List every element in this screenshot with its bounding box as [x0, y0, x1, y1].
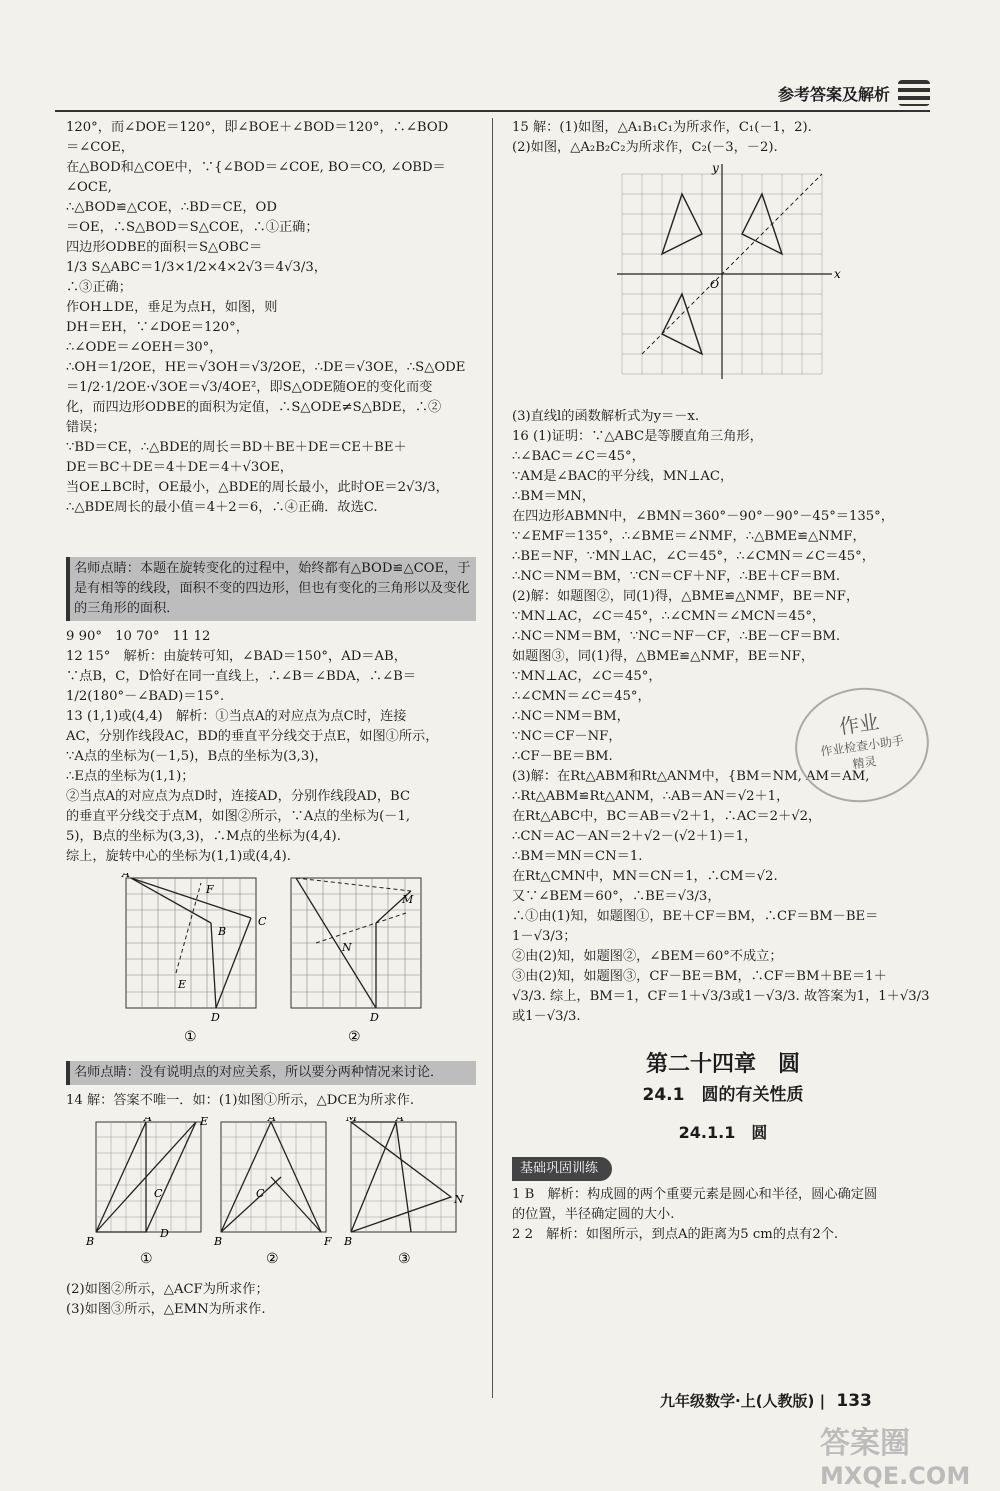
right-column-2-line-17: ∴CF－BE＝BM.	[512, 749, 613, 764]
right-column-2-line-30: 或1－√3/3.	[512, 1009, 581, 1024]
right-column-line-1: (2)如图，△A₂B₂C₂为所求作，C₂(－3，－2).	[512, 140, 778, 155]
left-column-2-line-7: ∴E点的坐标为(1,1)；	[66, 769, 195, 784]
left-column-line-11: ∴OH＝1/2OE，HE＝√3OH＝√3/2OE，∴DE＝√3OE，∴S△ODE	[66, 360, 466, 375]
right-column-2-line-25: ∴①由(1)知，如题图①，BE＋CF＝BM，∴CF＝BM－BE＝	[512, 909, 879, 924]
fig13-caption-1: ①	[184, 1029, 197, 1045]
origin-label: O	[710, 278, 720, 291]
right-column-2-line-28: ③由(2)知，如题图③，CF－BE＝BM，∴CF＝BM＋BE＝1＋	[512, 969, 887, 984]
left-column-line-3: ∴△BOD≌△COE，∴BD＝CE，OD	[66, 200, 277, 215]
subsection-title: 24.1.1 圆	[678, 1123, 768, 1142]
right-column-2-line-20: 在Rt△ABC中，BC＝AB＝√2＋1，∴AC＝2＋√2，	[512, 809, 822, 824]
watermark-bottom: MXQE.COM	[820, 1462, 971, 1490]
left-column-line-18: ∴△BDE周长的最小值＝4＋2＝6，∴④正确．故选C.	[66, 500, 378, 515]
figure-13-grids	[66, 873, 466, 1048]
left-column-2-line-11: 综上，旋转中心的坐标为(1,1)或(4,4).	[66, 849, 291, 864]
left-column-4-line-1: (3)如图③所示，△EMN为所求作.	[66, 1302, 266, 1317]
fig14-label-A3: A	[396, 1117, 404, 1124]
fig14-label-A: A	[144, 1117, 152, 1124]
fig13-label-M: M	[402, 893, 414, 906]
fig14-label-B3: B	[344, 1235, 353, 1248]
right-column-2-line-22: ∴BM＝MN＝CN＝1.	[512, 849, 643, 864]
left-column-line-8: 作OH⊥DE，垂足为点H，如图，则	[66, 300, 278, 315]
right-column-2-line-5: 在四边形ABMN中，∠BMN＝360°－90°－90°－45°＝135°，	[512, 509, 894, 524]
right-column-2-line-7: ∴BE＝NF，∵MN⊥AC，∠C＝45°，∴∠CMN＝∠C＝45°，	[512, 549, 875, 564]
left-column-2-line-6: ∵A点的坐标为(－1,5)，B点的坐标为(3,3)，	[66, 749, 328, 764]
fig14-label-C2: C	[256, 1187, 265, 1200]
left-column-line-2: 在△BOD和△COE中，∵{∠BOD＝∠COE, BO＝CO, ∠OBD＝∠OCE,	[66, 160, 446, 195]
stamp-top-text: 作业	[837, 709, 881, 739]
fig14-label-A2: A	[268, 1117, 276, 1124]
right-column-2-line-23: 在Rt△CMN中，MN＝CN＝1，∴CM＝√2.	[512, 869, 778, 884]
note-box-2: 名师点睛：没有说明点的对应关系，所以要分两种情况来讨论．	[66, 1061, 476, 1085]
right-text-block-3	[512, 1185, 934, 1245]
right-column-2-line-4: ∴BM＝MN，	[512, 489, 596, 504]
right-column-2-line-0: (3)直线l的函数解析式为y＝－x.	[512, 409, 700, 424]
page-number: 133	[836, 1391, 872, 1411]
figure-14	[66, 1117, 476, 1274]
fig14-caption-3: ③	[398, 1251, 411, 1267]
right-column-2-line-8: ∴NC＝NM＝BM，∵CN＝CF＋NF，∴BE＋CF＝BM.	[512, 569, 841, 584]
left-column-2-line-3: 1/2(180°－∠BAD)＝15°.	[66, 689, 225, 704]
fig13-label-D: D	[211, 1011, 220, 1024]
x-axis-label: x	[834, 267, 841, 281]
right-column-line-0: 15 解：(1)如图，△A₁B₁C₁为所求作，C₁(－1，2).	[512, 120, 812, 135]
stamp-bottom-text: 精灵	[851, 754, 878, 772]
header-logo-icon	[898, 80, 930, 106]
stamp-middle-text: 作业检查小助手	[819, 733, 905, 759]
footer-book-title: 九年级数学·上(人教版)	[660, 1392, 815, 1410]
left-column-2-line-1: 12 15° 解析：由旋转可知，∠BAD＝150°，AD＝AB，	[66, 649, 407, 664]
left-column-2-line-10: 5)，B点的坐标为(3,3)，∴M点的坐标为(4,4).	[66, 829, 341, 844]
figure-14-grids	[66, 1117, 466, 1267]
fig13-label-B: B	[218, 925, 227, 938]
left-column-2-line-5: AC，分别作线段AC，BD的垂直平分线交于点E，如图①所示，	[66, 729, 439, 744]
left-column-line-0: 120°，而∠DOE＝120°，即∠BOE＋∠BOD＝120°，∴∠BOD	[66, 120, 449, 135]
left-column-2-line-8: ②当点A的对应点为点D时，连接AD，分别作线段AD，BC	[66, 789, 411, 804]
right-column-2-line-9: (2)解：如题图②，同(1)得，△BME≌△NMF，BE＝NF，	[512, 589, 860, 604]
left-text-block-2	[66, 627, 476, 867]
figure-13	[66, 873, 476, 1055]
right-column-2-line-16: ∵NC＝CF－NF，	[512, 729, 622, 744]
left-column-line-9: DH＝EH，∵∠DOE＝120°，	[66, 320, 249, 335]
right-column-2-line-26: 1－√3/3；	[512, 929, 577, 944]
right-column-2-line-10: ∵MN⊥AC，∠C＝45°，∴∠CMN＝∠MCN＝45°，	[512, 609, 826, 624]
right-column-2-line-14: ∴∠CMN＝∠C＝45°，	[512, 689, 651, 704]
right-column-2-line-12: 如题图③，同(1)得，△BME≌△NMF，BE＝NF，	[512, 649, 815, 664]
column-divider	[492, 118, 493, 1398]
left-column-2-line-9: 的垂直平分线交于点M，如图②所示，∵A点的坐标为(－1,	[66, 809, 411, 824]
left-column-line-15: ∵BD＝CE，∴△BDE的周长＝BD＋BE＋DE＝CE＋BE＋	[66, 440, 407, 455]
right-column-2-line-11: ∴NC＝NM＝BM，∵NC＝NF－CF，∴BE－CF＝BM.	[512, 629, 841, 644]
right-column-3-line-2: 2 2 解析：如图所示，到点A的距离为5 cm的点有2个.	[512, 1227, 839, 1242]
fig14-label-B: B	[86, 1235, 95, 1248]
right-text-block-1	[512, 118, 934, 158]
fig14-label-B2: B	[214, 1235, 223, 1248]
right-column-2-line-3: ∵AM是∠BAC的平分线，MN⊥AC，	[512, 469, 734, 484]
fig13-label-E: E	[178, 978, 187, 991]
left-text-block-4	[66, 1280, 476, 1320]
left-column-2-line-2: ∵点B，C，D恰好在同一直线上，∴∠B＝∠BDA，∴∠B＝	[66, 669, 417, 684]
coordinate-grid	[512, 164, 932, 394]
fig14-label-M: M	[346, 1117, 358, 1124]
left-column-line-6: 1/3 S△ABC＝1/3×1/2×4×2√3＝4√3/3，	[66, 260, 327, 275]
fig14-caption-2: ②	[266, 1251, 279, 1267]
left-column-line-4: ＝OE，∴S△BOD＝S△COE，∴①正确；	[66, 220, 319, 235]
left-column-2-line-4: 13 (1,1)或(4,4) 解析：①当点A的对应点为点C时，连接	[66, 709, 407, 724]
right-column-2-line-1: 16 (1)证明：∵△ABC是等腰直角三角形，	[512, 429, 763, 444]
right-column-2-line-19: ∴Rt△ABM≌Rt△ANM，∴AB＝AN＝√2＋1，	[512, 789, 790, 804]
right-column-3-line-1: 的位置，半径确定圆的大小.	[512, 1207, 675, 1222]
right-column-2-line-15: ∴NC＝NM＝BM，	[512, 709, 630, 724]
section-title: 24.1 圆的有关性质	[642, 1085, 804, 1105]
right-column-2-line-21: ∴CN＝AC－AN＝2＋√2－(√2＋1)＝1，	[512, 829, 758, 844]
left-column-2-line-0: 9 90° 10 70° 11 12	[66, 629, 211, 644]
fig13-label-C: C	[258, 915, 267, 928]
right-column	[512, 118, 934, 1245]
right-column-3-line-0: 1 B 解析：构成圆的两个重要元素是圆心和半径，圆心确定圆	[512, 1187, 878, 1202]
left-column-line-16: DE＝BC＋DE＝4＋DE＝4＋√3OE，	[66, 460, 293, 475]
fig14-label-D: D	[160, 1227, 169, 1240]
fig13-label-F: F	[206, 883, 214, 896]
fig13-label-D2: D	[370, 1011, 379, 1024]
left-column-line-5: 四边形ODBE的面积＝S△OBC＝	[66, 240, 263, 255]
left-column-line-13: 化，而四边形ODBE的面积为定值，∴S△ODE≠S△BDE，∴②	[66, 400, 442, 415]
note-box-1: 名师点睛：本题在旋转变化的过程中，始终都有△BOD≌△COE，于是有相等的线段，面积不变的四边形，但也有变化的三角形以及变化的三角形的面积．	[66, 557, 476, 621]
right-column-2-line-24: 又∵∠BEM＝60°，∴BE＝√3/3，	[512, 889, 721, 904]
left-column	[66, 118, 476, 1320]
left-column-line-17: 当OE⊥BC时，OE最小，△BDE的周长最小，此时OE＝2√3/3，	[66, 480, 449, 495]
watermark-top: 答案圈	[820, 1426, 910, 1461]
right-column-2-line-6: ∵∠EMF＝135°，∴∠BME＝∠NMF，∴△BME≌△NMF，	[512, 529, 866, 544]
page-header	[55, 78, 930, 112]
left-column-line-1: ＝∠COE，	[66, 140, 134, 155]
left-column-line-10: ∴∠ODE＝∠OEH＝30°，	[66, 340, 223, 355]
fig14-label-N: N	[454, 1193, 464, 1206]
chapter-title: 第二十四章 圆	[645, 1052, 800, 1077]
right-column-2-line-27: ②由(2)知，如题图②，∠BEM＝60°不成立；	[512, 949, 783, 964]
fig14-label-E: E	[200, 1117, 209, 1128]
watermark-logo	[820, 1418, 970, 1490]
fig14-caption-1: ①	[140, 1251, 153, 1267]
exercise-banner: 基础巩固训练	[512, 1157, 612, 1181]
figure-15-coordinate-grid	[512, 164, 934, 401]
fig13-label-N: N	[342, 941, 352, 954]
left-column-line-14: 错误；	[66, 420, 106, 435]
page-footer: 九年级数学·上(人教版) | 133	[660, 1391, 872, 1411]
right-column-2-line-29: √3/3. 综上，BM＝1，CF＝1＋√3/3或1－√3/3. 故答案为1，1＋√3/3	[512, 989, 930, 1004]
fig14-label-F: F	[324, 1235, 332, 1248]
y-axis-label: y	[712, 164, 719, 175]
triangle-figure-spacer	[66, 524, 466, 544]
header-title: 参考答案及解析	[777, 85, 890, 104]
left-text-block-1	[66, 118, 476, 518]
fig13-caption-2: ②	[348, 1029, 361, 1045]
left-column-4-line-0: (2)如图②所示，△ACF为所求作；	[66, 1282, 269, 1297]
left-column-line-12: ＝1/2·1/2OE·√3OE＝√3/4OE²，即S△ODE随OE的变化而变	[66, 380, 433, 395]
figure-triangle	[66, 524, 476, 551]
fig14-label-C: C	[154, 1187, 163, 1200]
left-column-line-7: ∴③正确；	[66, 280, 132, 295]
left-text-block-3	[66, 1091, 476, 1111]
fig13-label-A: A	[122, 873, 130, 880]
left-column-3-line-0: 14 解：答案不唯一．如：(1)如图①所示，△DCE为所求作.	[66, 1093, 415, 1108]
right-column-2-line-18: (3)解：在Rt△ABM和Rt△ANM中，{BM＝NM, AM＝AM,	[512, 769, 870, 784]
right-column-2-line-2: ∴∠BAC＝∠C＝45°，	[512, 449, 645, 464]
right-column-2-line-13: ∵MN⊥AC，∠C＝45°，	[512, 669, 662, 684]
